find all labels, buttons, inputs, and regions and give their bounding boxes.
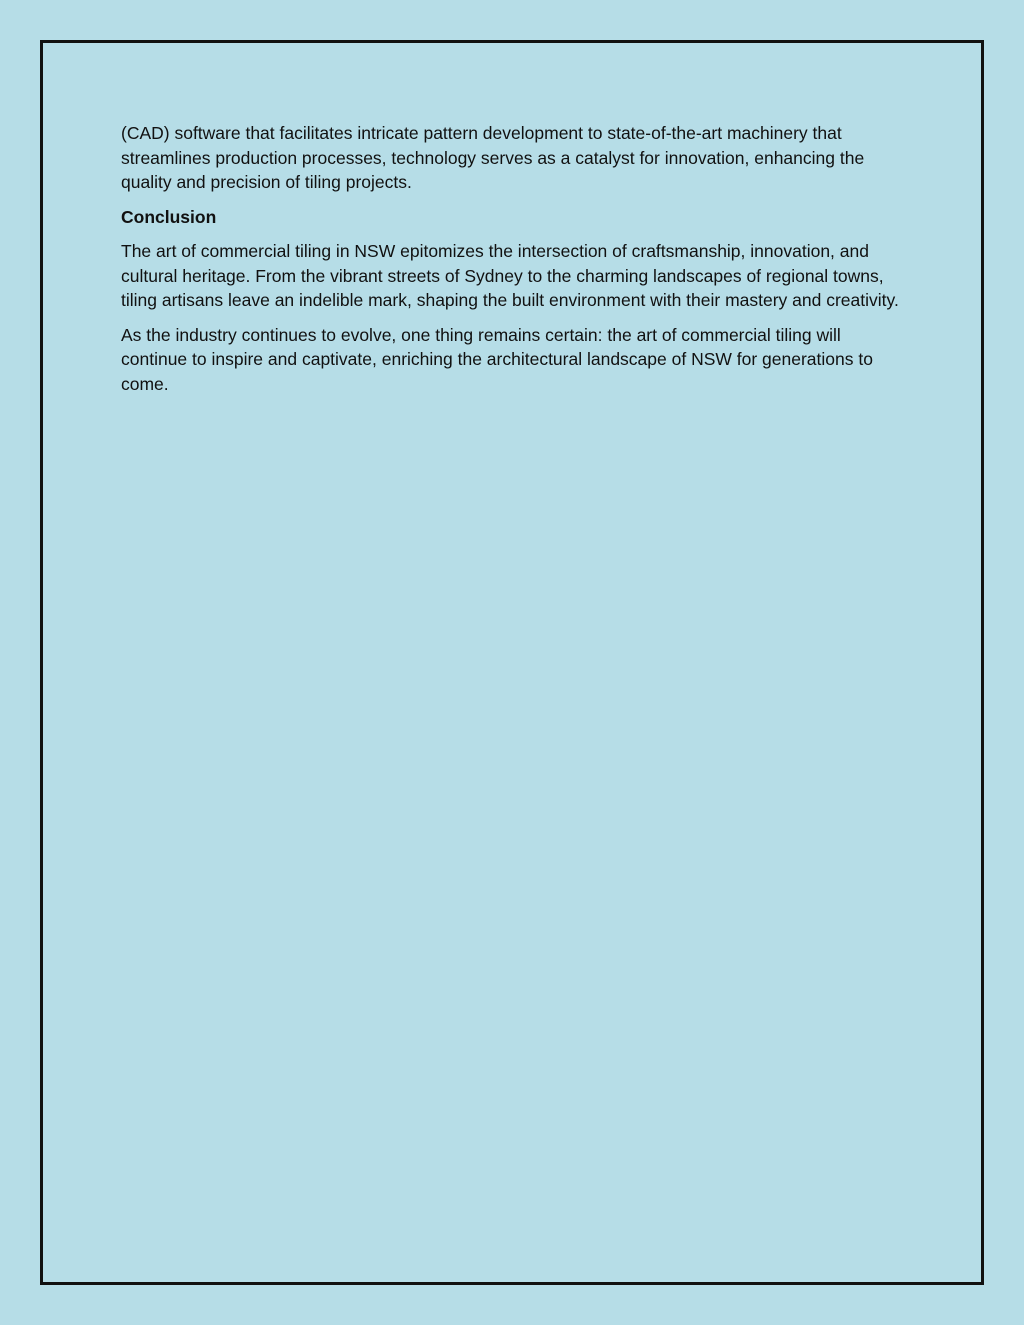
paragraph-intro: (CAD) software that facilitates intricate pattern development to state-of-the-art machinery that streamlines production processes, technology serves as a catalyst for innovation, enhancing the quality and precision of tiling projects.: [121, 123, 865, 192]
paragraph-conclusion-2: As the industry continues to evolve, one thing remains certain: the art of commercial tiling will continue to inspire and captivate, enriching the architectural landscape of NSW for generations to come.: [121, 324, 873, 394]
section-heading-conclusion: Conclusion: [121, 206, 217, 227]
paragraph-conclusion-1: The art of commercial tiling in NSW epitomizes the intersection of craftsmanship, innovation, and cultural heritage. From the vibrant streets of Sydney to the charming landscapes of regional towns, tiling artisans leave an indelible mark, shaping the built environment with their mastery and creativity.: [121, 241, 899, 310]
page-frame: [40, 40, 984, 1285]
document-body: [121, 121, 911, 406]
